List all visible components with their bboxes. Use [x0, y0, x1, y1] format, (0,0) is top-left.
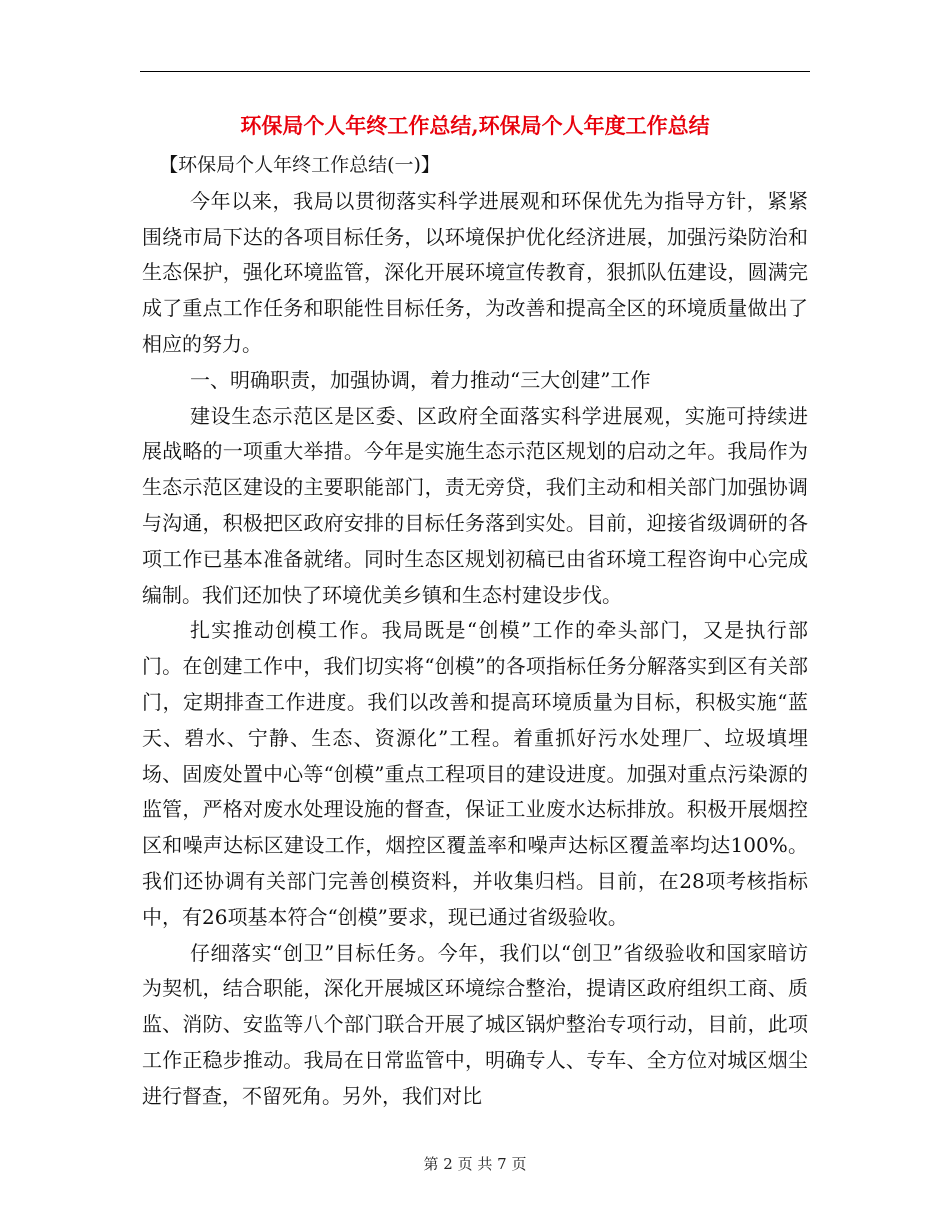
body-paragraph-intro: 今年以来，我局以贯彻落实科学进展观和环保优先为指导方针，紧紧围绕市局下达的各项目标任务，以环境保护优化经济进展，加强污染防治和生态保护，强化环境监管，深化开展环境宣传教育，狠抓队伍建设，圆满完成了重点工作任务和职能性目标任务，为改善和提高全区的环境质量做出了相应的努力。 — [142, 188, 808, 356]
body-paragraph-sanitation: 仔细落实“创卫”目标任务。今年，我们以“创卫”省级验收和国家暗访为契机，结合职能，深化开展城区环境综合整治，提请区政府组织工商、质监、消防、安监等八个部门联合开展了城区锅炉整治专项行动，目前，此项工作正稳步推动。我局在日常监管中，明确专人、专车、全方位对城区烟尘进行督查，不留死角。另外，我们对比 — [142, 940, 808, 1108]
section-heading-1: 一、明确职责，加强协调，着力推动“三大创建”工作 — [190, 367, 651, 392]
header-rule — [140, 71, 810, 72]
document-body — [142, 148, 808, 1115]
page-indicator: 第 2 页 共 7 页 — [423, 1155, 527, 1173]
document-title: 环保局个人年终工作总结,环保局个人年度工作总结 — [240, 113, 710, 138]
body-paragraph-eco: 建设生态示范区是区委、区政府全面落实科学进展观，实施可持续进展战略的一项重大举措。今年是实施生态示范区规划的启动之年。我局作为生态示范区建设的主要职能部门，责无旁贷，我们主动和相关部门加强协调与沟通，积极把区政府安排的目标任务落到实处。目前，迎接省级调研的各项工作已基本准备就绪。同时生态区规划初稿已由省环境工程咨询中心完成编制。我们还加快了环境优美乡镇和生态村建设步伐。 — [142, 403, 808, 607]
body-paragraph-model: 扎实推动创模工作。我局既是“创模”工作的牵头部门，又是执行部门。在创建工作中，我们切实将“创模”的各项指标任务分解落实到区有关部门，定期排查工作进度。我们以改善和提高环境质量为目标，积极实施“蓝天、碧水、宁静、生态、资源化”工程。着重抓好污水处理厂、垃圾填埋场、固废处置中心等“创模”重点工程项目的建设进度。加强对重点污染源的监管，严格对废水处理设施的督查，保证工业废水达标排放。积极开展烟控区和噪声达标区建设工作，烟控区覆盖率和噪声达标区覆盖率均达100%。我们还协调有关部门完善创模资料，并收集归档。目前，在28项考核指标中，有26项基本符合“创模”要求，现已通过省级验收。 — [142, 618, 808, 929]
section-label: 【环保局个人年终工作总结(一)】 — [159, 154, 440, 176]
